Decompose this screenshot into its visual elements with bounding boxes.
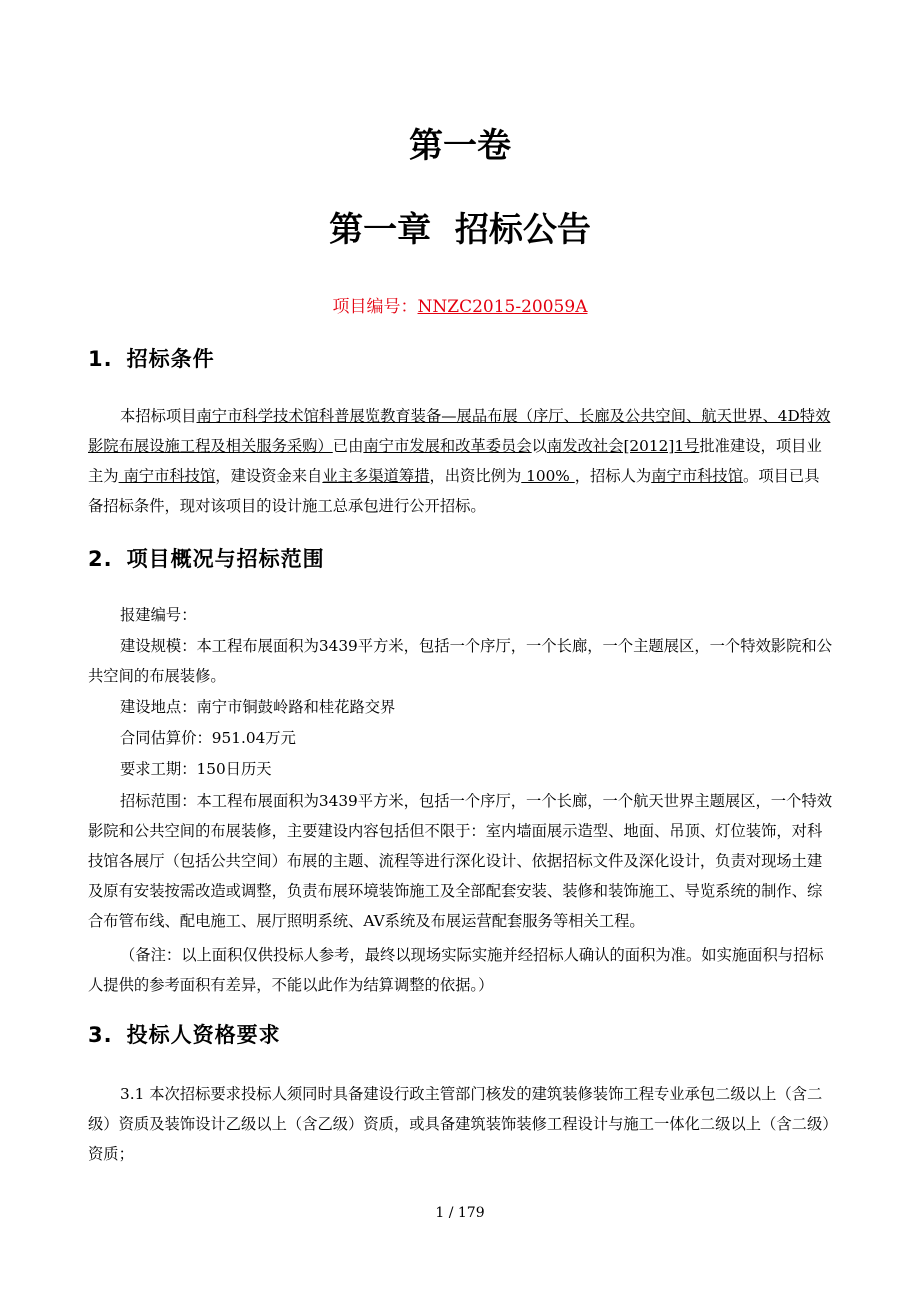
area-note: （备注：以上面积仅供投标人参考，最终以现场实际实施并经招标人确认的面积为准。如实施面积与招标人提供的参考面积有差异，不能以此作为结算调整的依据。）: [88, 946, 824, 994]
project-number-label: 项目编号：: [332, 297, 418, 317]
funding-source: 业主多渠道筹措: [322, 467, 430, 485]
section-3-title: 投标人资格要求: [126, 1023, 281, 1047]
report-number: 报建编号：: [120, 606, 197, 624]
text-run: ，建设资金来自: [215, 467, 323, 485]
construction-scale: 建设规模：本工程布展面积为3439平方米，包括一个序厅，一个长廊，一个主题展区，一个特效影院和公共空间的布展装修。: [88, 637, 832, 685]
project-owner: 南宁市科技馆: [118, 467, 216, 485]
section-3-number: 3.: [88, 1023, 113, 1047]
text-run: ，招标人为: [574, 467, 652, 485]
text-run: 。项目已具备招标条件，现对该项目的设计施工总承包进行公开招标。: [88, 467, 820, 515]
approval-authority: 南宁市发展和改革委员会: [363, 437, 532, 455]
text-run: 已由: [332, 437, 364, 455]
text-run: ，出资比例为: [429, 467, 522, 485]
funding-ratio: 100%: [521, 467, 575, 485]
approval-document: 南发改社会[2012]1号: [546, 437, 700, 455]
text-run: 以: [531, 437, 547, 455]
section-3-heading: [88, 1019, 281, 1049]
page-number: 1 / 179: [435, 1205, 485, 1221]
required-period: 要求工期：150日历天: [120, 760, 272, 778]
section-2-number: 2.: [88, 547, 113, 571]
tender-scope: 招标范围：本工程布展面积为3439平方米，包括一个序厅，一个长廊，一个航天世界主题展区，一个特效影院和公共空间的布展装修，主要建设内容包括但不限于：室内墙面展示造型、地面、吊顶、灯位装饰，对科技馆各展厅（包括公共空间）布展的主题、流程等进行深化设计、依据招标文件及深化设计，负责对现场土建及原有安装按需改造或调整，负责布展环境装饰施工及全部配套安装、装修和装饰施工、导览系统的制作、综合布管布线、配电施工、展厅照明系统、AV系统及布展运营配套服务等相关工程。: [88, 792, 832, 930]
contract-estimate: 合同估算价：951.04万元: [120, 729, 296, 747]
section-1-heading: [88, 343, 215, 373]
section-1-title: 招标条件: [126, 347, 215, 371]
qualification-3-1: 3.1 本次招标要求投标人须同时具备建设行政主管部门核发的建筑装修装饰工程专业承包二级以上（含二级）资质及装饰设计乙级以上（含乙级）资质，或具备建筑装饰装修工程设计与施工一体化二级以上（含二级）资质；: [88, 1085, 830, 1163]
chapter-title: 第一章 招标公告: [329, 210, 591, 250]
construction-location: 建设地点：南宁市铜鼓岭路和桂花路交界: [120, 698, 396, 716]
section-2-title: 项目概况与招标范围: [126, 547, 325, 571]
text-run: 本招标项目: [120, 407, 197, 425]
project-number: [0, 292, 920, 317]
section-1-paragraph: [88, 401, 834, 521]
section-2-heading: [88, 543, 325, 573]
project-name: 南宁市科学技术馆科普展览教育装备—展品布展（序厅、长廊及公共空间、航天世界、4D特效影院布展设施工程及相关服务采购）: [88, 407, 831, 455]
tenderer: 南宁市科技馆: [651, 467, 744, 485]
volume-title: 第一卷: [409, 126, 511, 166]
text-run: 批准建设，项目业主为: [88, 437, 822, 485]
project-number-code: NNZC2015-20059A: [417, 297, 588, 317]
section-1-number: 1.: [88, 347, 113, 371]
